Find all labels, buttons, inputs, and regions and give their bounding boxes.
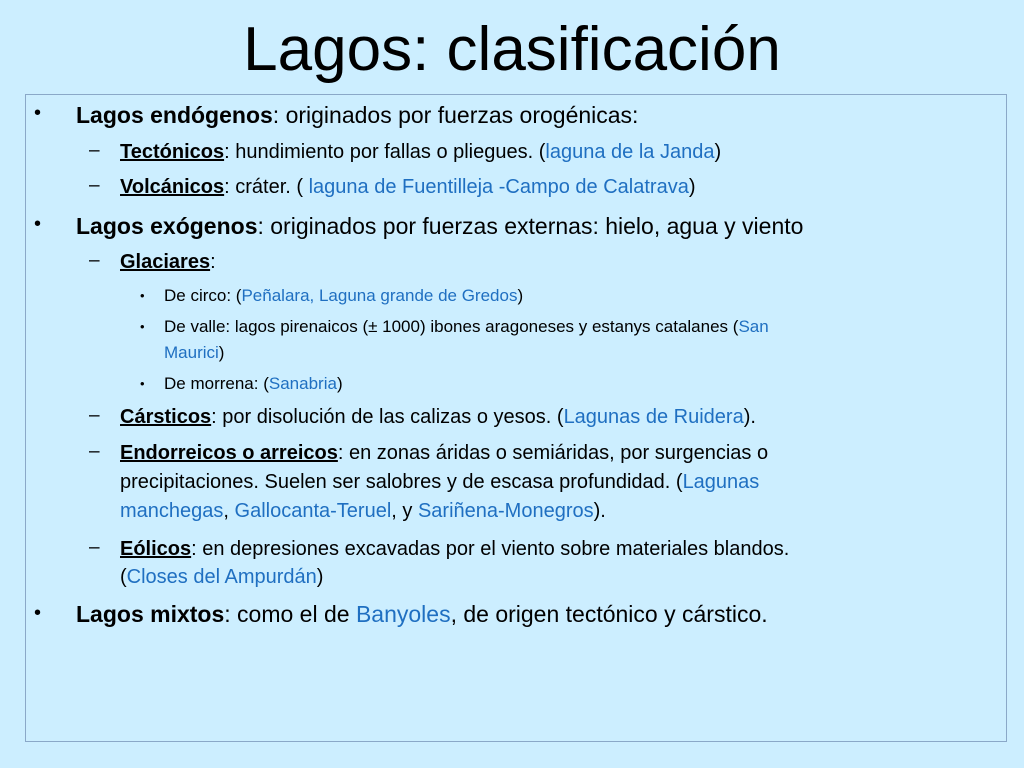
dash: – <box>89 250 100 271</box>
bullet-small: • <box>140 288 145 303</box>
valle-item-cont: Maurici) <box>164 343 225 362</box>
mixtos-heading: Lagos mixtos: como el de Banyoles, de origen tectónico y cárstico. <box>76 601 768 627</box>
glaciares-item: Glaciares: <box>120 251 216 273</box>
bullet-small: • <box>140 319 145 334</box>
laguna-janda-link: laguna de la Janda <box>545 141 715 163</box>
banyoles-link: Banyoles <box>355 601 451 627</box>
bullet: • <box>34 102 42 124</box>
tectonicos-item: Tectónicos: hundimiento por fallas o pliegues. (laguna de la Janda) <box>120 141 722 163</box>
san-maurici-link: San <box>738 317 769 336</box>
endorreicos-item: Endorreicos o arreicos: en zonas áridas o semiáridas, por surgencias o <box>120 442 769 464</box>
bullet: • <box>34 213 42 235</box>
dash: – <box>89 537 100 558</box>
volcanicos-item: Volcánicos: cráter. ( laguna de Fuentilleja -Campo de Calatrava) <box>120 176 696 198</box>
eolicos-item: Eólicos: en depresiones excavadas por el viento sobre materiales blandos. <box>120 538 790 560</box>
closes-ampurdan-link: Closes del Ampurdán <box>126 566 317 588</box>
bullet-small: • <box>140 376 145 391</box>
san-maurici-link-cont: Maurici <box>164 343 219 362</box>
circo-item: De circo: (Peñalara, Laguna grande de Gredos) <box>164 286 524 305</box>
sarinena-link: Sariñena-Monegros <box>417 500 594 522</box>
ruidera-link: Lagunas de Ruidera <box>563 406 744 428</box>
manchegas-link: manchegas <box>120 500 224 522</box>
morrena-item: De morrena: (Sanabria) <box>164 374 343 393</box>
dash: – <box>89 140 100 161</box>
endorreicos-line2: precipitaciones. Suelen ser salobres y de escasa profundidad. (Lagunas <box>120 471 760 493</box>
carsticos-item: Cársticos: por disolución de las calizas o yesos. (Lagunas de Ruidera). <box>120 406 756 428</box>
page-title: Lagos: clasificación <box>243 15 781 84</box>
endogenos-heading: Lagos endógenos: originados por fuerzas orogénicas: <box>76 102 639 128</box>
gallocanta-link: Gallocanta-Teruel <box>234 500 392 522</box>
sanabria-link: Sanabria <box>268 374 337 393</box>
dash: – <box>89 441 100 462</box>
bullet: • <box>34 602 42 624</box>
exogenos-heading: Lagos exógenos: originados por fuerzas externas: hielo, agua y viento <box>76 213 804 239</box>
valle-item: De valle: lagos pirenaicos (± 1000) ibones aragoneses y estanys catalanes (San <box>164 317 769 336</box>
lagunas-link: Lagunas <box>682 471 760 493</box>
dash: – <box>89 175 100 196</box>
fuentilleja-link: laguna de Fuentilleja -Campo de Calatrava <box>308 176 689 198</box>
penalara-link: Peñalara, Laguna grande de Gredos <box>241 286 518 305</box>
eolicos-line2: (Closes del Ampurdán) <box>120 566 324 588</box>
dash: – <box>89 405 100 426</box>
endorreicos-line3: manchegas, Gallocanta-Teruel, y Sariñena-Monegros). <box>120 500 606 522</box>
